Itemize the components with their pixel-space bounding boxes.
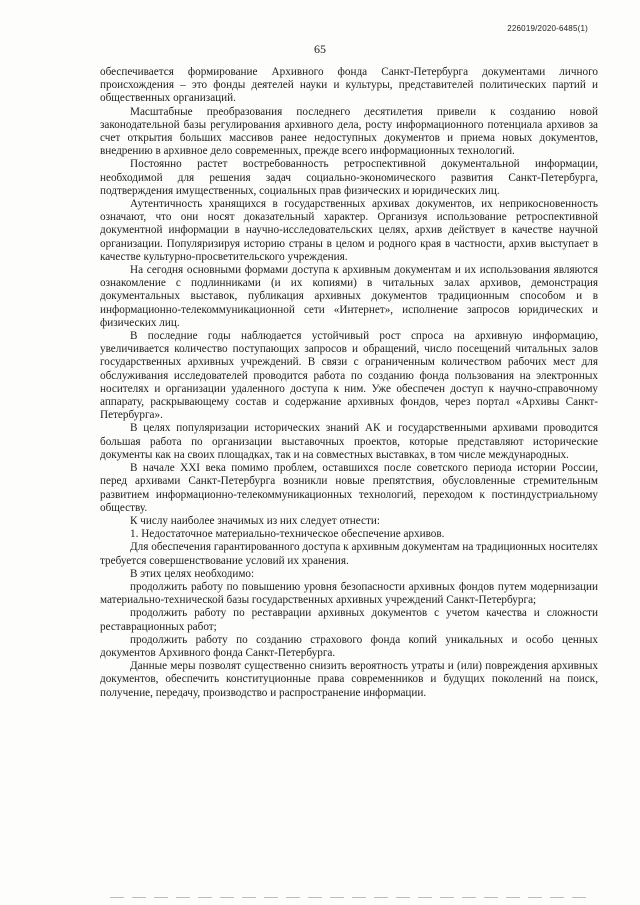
scan-edge-line: [110, 897, 590, 898]
paragraph: В последние годы наблюдается устойчивый рост спроса на архивную информацию, увеличивается количество поступающих запросов и обращений, число посещений читальных залов государственных архивных учреждений. В связи с ограниченным количеством рабочих мест для обслуживания исследователей проводится работа по созданию фонда пользования на электронных носителях и организации удаленного доступа к ним. Уже обеспечен доступ к научно-справочному аппарату, раскрывающему состав и содержание архивных фондов, через портал «Архивы Санкт-Петербурга».: [100, 330, 598, 422]
paragraph: Масштабные преобразования последнего десятилетия привели к созданию новой законодательной базы регулирования архивного дела, росту информационного потенциала архивов за счет открытия больших массивов ранее недоступных документов и приема новых документов, внедрению в архивное дело современных, прежде всего информационных технологий.: [100, 105, 598, 158]
list-item: продолжить работу по повышению уровня безопасности архивных фондов путем модернизации материально-технической базы государственных архивных учреждений Санкт-Петербурга;: [100, 580, 598, 607]
paragraph: обеспечивается формирование Архивного фонда Санкт-Петербурга документами личного происхождения – это фонды деятелей науки и культуры, представителей политических партий и общественных организаций.: [100, 66, 598, 105]
paragraph: В целях популяризации исторических знаний АК и государственными архивами проводится большая работа по организации выставочных проектов, которые представляют исторические документы как на своих площадках, так и на совместных выставках, в том числе международных.: [100, 422, 598, 461]
paragraph: Аутентичность хранящихся в государственных архивах документов, их неприкосновенность означают, что они носят доказательный характер. Организуя использование ретроспективной документной информации в научно-исследовательских целях, архив действует в качестве научной организации. Популяризируя историю страны в целом и родного края в частности, архив выступает в качестве культурно-просветительского учреждения.: [100, 198, 598, 263]
paragraph: Данные меры позволят существенно снизить вероятность утраты и (или) повреждения архивных документов, обеспечить конституционные права современников и будущих поколений на поиск, получение, передачу, производство и распространение информации.: [100, 660, 598, 699]
list-item: продолжить работу по реставрации архивных документов с учетом качества и сложности реставрационных работ;: [100, 607, 598, 633]
document-id: 226019/2020-6485(1): [507, 24, 588, 33]
paragraph: К числу наиболее значимых из них следует отнести:: [130, 514, 380, 527]
page-number: 65: [314, 42, 326, 56]
list-item: продолжить работу по созданию страхового фонда копий уникальных и особо ценных документов Архивного фонда Санкт-Петербурга.: [100, 633, 598, 659]
paragraph: Постоянно растет востребованность ретроспективной документальной информации, необходимой для решения задач социально-экономического развития Санкт-Петербурга, подтверждения имущественных, социальных прав физических и юридических лиц.: [100, 158, 598, 197]
paragraph: На сегодня основными формами доступа к архивным документам и их использования являются ознакомление с подлинниками (и их копиями) в читальных залах архивов, демонстрация документальных выставок, публикация архивных документов традиционным способом и в информационно-телекоммуникационной сети «Интернет», исполнение запросов юридических и физических лиц.: [100, 264, 598, 329]
paragraph: В начале XXI века помимо проблем, оставшихся после советского периода истории России, перед архивами Санкт-Петербурга возникли новые препятствия, обусловленные стремительным развитием информационно-телекоммуникационных технологий, переходом к постиндустриальному обществу.: [100, 462, 598, 514]
paragraph: Для обеспечения гарантированного доступа к архивным документам на традиционных носителях требуется совершенствование условий их хранения.: [100, 541, 598, 567]
list-item: 1. Недостаточное материально-техническое обеспечение архивов.: [130, 528, 445, 541]
document-body: [100, 66, 598, 700]
paragraph: В этих целях необходимо:: [130, 567, 255, 580]
